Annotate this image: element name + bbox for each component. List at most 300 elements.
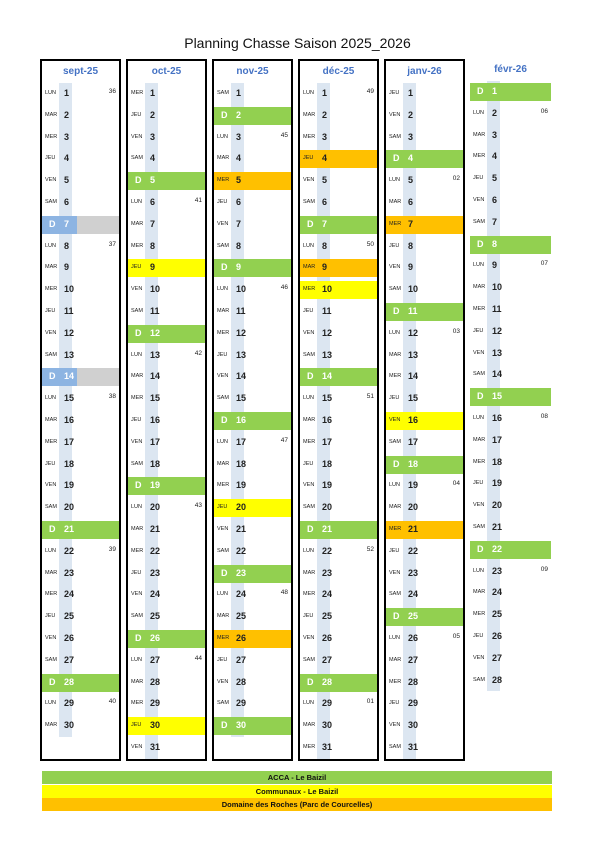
weekday-label: VEN bbox=[217, 526, 229, 532]
week-number: 04 bbox=[452, 480, 460, 488]
day-row bbox=[470, 519, 551, 537]
day-number: 31 bbox=[408, 742, 419, 752]
day-row bbox=[300, 739, 377, 757]
day-number: 6 bbox=[408, 197, 414, 207]
day-row bbox=[300, 652, 377, 670]
weekday-label: LUN bbox=[303, 395, 315, 402]
day-number: 6 bbox=[236, 197, 242, 207]
weekday-label: MAR bbox=[473, 131, 486, 138]
weekday-label: SAM bbox=[473, 524, 485, 530]
weekday-label: SAM bbox=[303, 656, 315, 663]
weekday-label: MAR bbox=[389, 351, 402, 358]
weekday-label: VEN bbox=[473, 502, 485, 509]
weekday-label: VEN bbox=[45, 482, 57, 489]
day-number: 26 bbox=[236, 633, 247, 643]
legend-item: Domaine des Roches (Parc de Courcelles) bbox=[42, 798, 552, 811]
day-number: 3 bbox=[236, 131, 242, 142]
day-number: 9 bbox=[492, 260, 498, 271]
weekday-label: JEU bbox=[303, 155, 314, 162]
week-number: 07 bbox=[540, 260, 548, 268]
day-row bbox=[42, 303, 119, 321]
weekday-label: SAM bbox=[131, 155, 143, 162]
weekday-label: MAR bbox=[131, 526, 144, 532]
weekday-label: D bbox=[221, 262, 228, 273]
day-row bbox=[386, 107, 463, 125]
day-number: 12 bbox=[408, 327, 419, 338]
day-row bbox=[386, 521, 463, 539]
week-number: 46 bbox=[280, 284, 288, 292]
day-number: 29 bbox=[408, 698, 419, 709]
weekday-label: LUN bbox=[217, 286, 229, 293]
day-row bbox=[300, 543, 377, 561]
day-number: 8 bbox=[150, 240, 156, 251]
weekday-label: SAM bbox=[131, 613, 143, 620]
day-row bbox=[42, 565, 119, 583]
weekday-label: MER bbox=[389, 678, 402, 685]
day-row bbox=[214, 477, 291, 495]
day-number: 4 bbox=[150, 153, 156, 164]
day-row bbox=[470, 127, 551, 145]
day-row bbox=[128, 150, 205, 168]
day-number: 2 bbox=[64, 109, 70, 120]
day-number: 10 bbox=[150, 284, 161, 295]
weekday-label: D bbox=[307, 218, 314, 229]
week-number: 48 bbox=[280, 589, 288, 597]
weekday-label: LUN bbox=[473, 109, 485, 116]
day-number: 9 bbox=[150, 262, 156, 273]
day-number: 18 bbox=[150, 458, 161, 469]
weekday-label: JEU bbox=[473, 175, 484, 182]
day-number: 30 bbox=[64, 720, 75, 731]
day-row bbox=[386, 172, 463, 190]
weekday-label: SAM bbox=[217, 700, 229, 707]
weekday-label: VEN bbox=[45, 635, 57, 641]
day-row bbox=[42, 85, 119, 103]
weekday-label: D bbox=[135, 633, 142, 643]
legend-item: ACCA - Le Baizil bbox=[42, 771, 552, 784]
day-row bbox=[42, 543, 119, 561]
week-number: 03 bbox=[452, 327, 460, 335]
day-row bbox=[42, 521, 119, 539]
day-row bbox=[42, 194, 119, 212]
day-row bbox=[128, 303, 205, 321]
day-number: 27 bbox=[492, 652, 503, 663]
day-row bbox=[470, 83, 551, 101]
weekday-label: SAM bbox=[217, 90, 229, 96]
weekday-label: VEN bbox=[303, 635, 315, 641]
weekday-label: MER bbox=[45, 438, 58, 445]
day-number: 8 bbox=[492, 238, 498, 249]
weekday-label: JEU bbox=[303, 613, 314, 620]
day-number: 19 bbox=[408, 480, 419, 491]
weekday-label: D bbox=[135, 175, 142, 186]
day-number: 19 bbox=[150, 480, 161, 491]
day-row bbox=[214, 129, 291, 147]
day-row bbox=[214, 674, 291, 692]
day-row bbox=[214, 434, 291, 452]
day-number: 29 bbox=[150, 698, 161, 709]
day-number: 4 bbox=[236, 153, 242, 164]
weekday-label: MER bbox=[131, 700, 144, 707]
day-row bbox=[128, 565, 205, 583]
day-number: 22 bbox=[64, 545, 75, 556]
day-number: 16 bbox=[408, 415, 419, 425]
month-column bbox=[298, 59, 379, 761]
day-number: 2 bbox=[236, 109, 242, 120]
weekday-label: LUN bbox=[303, 242, 315, 249]
day-row bbox=[470, 257, 551, 275]
day-number: 13 bbox=[64, 349, 75, 360]
weekday-label: D bbox=[221, 415, 228, 425]
weekday-label: LUN bbox=[473, 415, 485, 421]
day-number: 31 bbox=[322, 742, 333, 752]
day-number: 9 bbox=[322, 262, 328, 273]
day-row bbox=[128, 695, 205, 713]
day-number: 28 bbox=[236, 676, 247, 687]
day-row bbox=[300, 630, 377, 648]
day-number: 29 bbox=[322, 698, 333, 709]
day-row bbox=[300, 107, 377, 125]
day-row bbox=[42, 608, 119, 626]
day-number: 30 bbox=[150, 720, 161, 731]
weekday-label: VEN bbox=[131, 591, 143, 598]
day-row bbox=[214, 565, 291, 583]
legend-item: Communaux - Le Baizil bbox=[42, 785, 552, 798]
day-number: 3 bbox=[322, 131, 328, 142]
weekday-label: MER bbox=[303, 591, 316, 598]
day-row bbox=[470, 650, 551, 668]
weekday-label: LUN bbox=[131, 504, 143, 511]
week-number: 06 bbox=[540, 107, 548, 115]
day-row bbox=[470, 541, 551, 559]
day-number: 7 bbox=[408, 218, 414, 229]
day-number: 21 bbox=[150, 524, 161, 534]
day-row bbox=[386, 238, 463, 256]
day-row bbox=[386, 281, 463, 299]
weekday-label: VEN bbox=[389, 264, 401, 271]
month-header: sept-25 bbox=[62, 66, 98, 77]
day-number: 15 bbox=[492, 391, 503, 402]
day-number: 16 bbox=[150, 415, 161, 425]
day-number: 20 bbox=[236, 502, 247, 513]
weekday-label: SAM bbox=[217, 395, 229, 402]
day-number: 25 bbox=[64, 611, 75, 622]
day-number: 23 bbox=[64, 567, 75, 578]
weekday-label: MER bbox=[303, 286, 316, 293]
day-number: 25 bbox=[492, 609, 503, 620]
weekday-label: MAR bbox=[303, 569, 316, 576]
weekday-label: LUN bbox=[45, 242, 57, 249]
weekday-label: D bbox=[307, 371, 314, 382]
day-row bbox=[300, 499, 377, 517]
weekday-label: LUN bbox=[217, 591, 229, 598]
weekday-label: JEU bbox=[131, 111, 142, 118]
day-number: 16 bbox=[322, 415, 333, 425]
weekday-label: MER bbox=[217, 329, 230, 336]
day-number: 6 bbox=[492, 195, 498, 205]
day-number: 15 bbox=[322, 393, 333, 404]
week-number: 41 bbox=[194, 197, 202, 204]
day-row bbox=[42, 434, 119, 452]
day-number: 9 bbox=[236, 262, 242, 273]
weekday-label: SAM bbox=[131, 308, 143, 314]
day-number: 5 bbox=[64, 175, 70, 186]
week-number: 44 bbox=[194, 654, 202, 662]
weekday-label: MER bbox=[45, 286, 58, 293]
day-row bbox=[470, 214, 551, 232]
weekday-label: MER bbox=[131, 395, 144, 402]
day-row bbox=[128, 717, 205, 735]
weekday-label: SAM bbox=[217, 547, 229, 554]
day-row bbox=[470, 236, 551, 254]
weekday-label: SAM bbox=[389, 591, 401, 598]
weekday-label: MAR bbox=[473, 284, 486, 291]
day-number: 10 bbox=[322, 284, 333, 295]
day-row bbox=[386, 674, 463, 692]
day-number: 30 bbox=[322, 720, 333, 731]
day-number: 17 bbox=[322, 436, 333, 447]
day-number: 11 bbox=[236, 306, 246, 316]
day-number: 16 bbox=[492, 413, 503, 423]
day-number: 13 bbox=[322, 349, 333, 360]
day-number: 19 bbox=[322, 480, 333, 491]
day-row bbox=[128, 216, 205, 234]
day-row bbox=[214, 695, 291, 713]
weekday-label: SAM bbox=[473, 676, 485, 683]
weekday-label: VEN bbox=[45, 329, 57, 336]
day-number: 2 bbox=[322, 109, 328, 120]
day-number: 4 bbox=[64, 153, 70, 164]
week-number: 36 bbox=[108, 88, 116, 95]
weekday-label: MER bbox=[217, 177, 230, 184]
weekday-label: JEU bbox=[131, 417, 142, 423]
weekday-label: VEN bbox=[45, 177, 57, 184]
weekday-label: MER bbox=[45, 133, 58, 140]
weekday-label: D bbox=[477, 543, 484, 554]
day-row bbox=[214, 216, 291, 234]
day-number: 20 bbox=[322, 502, 333, 513]
weekday-label: VEN bbox=[473, 654, 485, 661]
day-number: 23 bbox=[236, 567, 247, 578]
day-number: 12 bbox=[64, 327, 75, 338]
weekday-label: VEN bbox=[303, 329, 315, 336]
day-number: 27 bbox=[64, 654, 75, 665]
day-number: 11 bbox=[492, 304, 502, 314]
day-number: 17 bbox=[150, 436, 161, 447]
day-row bbox=[386, 412, 463, 430]
weekday-label: D bbox=[393, 611, 400, 622]
day-number: 27 bbox=[150, 654, 161, 665]
weekday-label: JEU bbox=[473, 327, 484, 334]
day-row bbox=[300, 477, 377, 495]
day-number: 23 bbox=[322, 567, 333, 578]
day-number: 28 bbox=[150, 676, 161, 687]
day-row bbox=[128, 739, 205, 757]
day-number: 13 bbox=[408, 349, 419, 360]
day-number: 21 bbox=[236, 524, 247, 534]
weekday-label: JEU bbox=[217, 351, 228, 358]
day-number: 3 bbox=[150, 131, 156, 142]
day-row bbox=[42, 456, 119, 474]
weekday-label: JEU bbox=[131, 264, 142, 271]
day-row bbox=[214, 543, 291, 561]
day-number: 1 bbox=[150, 88, 156, 98]
day-number: 19 bbox=[64, 480, 75, 491]
day-row bbox=[42, 347, 119, 365]
day-number: 23 bbox=[492, 565, 503, 576]
day-row bbox=[470, 432, 551, 450]
weekday-label: MAR bbox=[45, 111, 58, 118]
day-row bbox=[470, 584, 551, 602]
day-row bbox=[214, 630, 291, 648]
day-number: 14 bbox=[236, 371, 247, 382]
day-row bbox=[300, 565, 377, 583]
weekday-label: JEU bbox=[45, 460, 56, 467]
week-number: 47 bbox=[280, 436, 288, 444]
holiday-extension bbox=[77, 368, 119, 386]
week-number: 08 bbox=[540, 413, 548, 420]
weekday-label: MER bbox=[131, 547, 144, 554]
holiday-extension bbox=[77, 216, 119, 234]
day-number: 15 bbox=[408, 393, 419, 404]
week-number: 38 bbox=[108, 393, 116, 401]
week-number: 39 bbox=[108, 545, 116, 553]
day-row bbox=[214, 368, 291, 386]
day-row bbox=[128, 477, 205, 495]
day-row bbox=[386, 434, 463, 452]
day-number: 25 bbox=[322, 611, 333, 622]
weekday-label: VEN bbox=[473, 349, 485, 356]
day-row bbox=[128, 543, 205, 561]
weekday-label: LUN bbox=[389, 329, 401, 336]
weekday-label: SAM bbox=[131, 460, 143, 467]
day-number: 21 bbox=[492, 522, 503, 532]
day-row bbox=[386, 216, 463, 234]
weekday-label: MER bbox=[389, 373, 402, 380]
weekday-label: MER bbox=[131, 242, 144, 249]
weekday-label: MAR bbox=[217, 155, 230, 162]
day-number: 15 bbox=[64, 393, 75, 404]
day-number: 13 bbox=[150, 349, 161, 360]
day-row bbox=[214, 608, 291, 626]
weekday-label: SAM bbox=[45, 351, 57, 358]
month-column bbox=[384, 59, 465, 761]
day-row bbox=[386, 652, 463, 670]
day-row bbox=[470, 454, 551, 472]
weekday-label: D bbox=[49, 676, 56, 687]
day-number: 6 bbox=[322, 197, 328, 207]
weekday-label: MAR bbox=[131, 678, 144, 685]
day-row bbox=[214, 586, 291, 604]
day-row bbox=[42, 238, 119, 256]
weekday-label: MAR bbox=[303, 264, 316, 271]
day-number: 14 bbox=[322, 371, 333, 382]
day-highlight bbox=[42, 216, 77, 234]
day-number: 14 bbox=[492, 369, 503, 380]
day-row bbox=[470, 279, 551, 297]
day-number: 23 bbox=[408, 567, 419, 578]
day-row bbox=[386, 390, 463, 408]
weekday-label: VEN bbox=[217, 678, 229, 685]
day-number: 12 bbox=[236, 327, 247, 338]
day-row bbox=[214, 281, 291, 299]
day-row bbox=[386, 608, 463, 626]
day-number: 7 bbox=[64, 218, 70, 229]
weekday-label: MER bbox=[389, 526, 402, 532]
day-row bbox=[386, 325, 463, 343]
day-row bbox=[214, 499, 291, 517]
weekday-label: VEN bbox=[131, 744, 143, 750]
weekday-label: D bbox=[49, 218, 56, 229]
weekday-label: SAM bbox=[45, 504, 57, 511]
day-row bbox=[386, 456, 463, 474]
day-row bbox=[386, 630, 463, 648]
week-number: 05 bbox=[452, 633, 460, 640]
weekday-label: D bbox=[135, 480, 142, 491]
day-row bbox=[386, 499, 463, 517]
day-row bbox=[128, 630, 205, 648]
weekday-label: VEN bbox=[389, 569, 401, 576]
day-row bbox=[214, 347, 291, 365]
weekday-label: D bbox=[49, 371, 56, 382]
month-header: nov-25 bbox=[236, 66, 269, 77]
day-row bbox=[470, 105, 551, 123]
weekday-label: MAR bbox=[389, 199, 402, 205]
day-number: 10 bbox=[408, 284, 419, 295]
day-row bbox=[42, 695, 119, 713]
day-number: 7 bbox=[236, 218, 242, 229]
day-number: 27 bbox=[236, 654, 247, 665]
week-number: 50 bbox=[366, 240, 374, 248]
weekday-label: D bbox=[49, 524, 56, 534]
day-number: 21 bbox=[64, 524, 75, 534]
weekday-label: MAR bbox=[45, 569, 58, 576]
day-row bbox=[128, 347, 205, 365]
day-row bbox=[300, 456, 377, 474]
weekday-label: D bbox=[477, 238, 484, 249]
day-number: 27 bbox=[408, 654, 419, 665]
day-number: 7 bbox=[492, 216, 498, 227]
day-row bbox=[300, 695, 377, 713]
weekday-label: D bbox=[393, 306, 400, 316]
weekday-label: MAR bbox=[303, 417, 316, 423]
weekday-label: VEN bbox=[389, 111, 401, 118]
day-number: 24 bbox=[492, 587, 503, 598]
day-number: 1 bbox=[492, 86, 498, 96]
week-number: 09 bbox=[540, 565, 548, 573]
weekday-label: LUN bbox=[45, 90, 57, 96]
day-row bbox=[300, 325, 377, 343]
day-number: 24 bbox=[150, 589, 161, 600]
weekday-label: JEU bbox=[303, 460, 314, 467]
day-number: 10 bbox=[236, 284, 247, 295]
weekday-label: D bbox=[135, 327, 142, 338]
day-row bbox=[386, 368, 463, 386]
day-row bbox=[386, 347, 463, 365]
day-number: 1 bbox=[322, 88, 328, 98]
weekday-label: MAR bbox=[217, 613, 230, 620]
day-number: 21 bbox=[322, 524, 333, 534]
day-row bbox=[470, 388, 551, 406]
day-number: 3 bbox=[492, 129, 498, 140]
day-row bbox=[128, 238, 205, 256]
day-number: 14 bbox=[150, 371, 161, 382]
day-row bbox=[300, 238, 377, 256]
weekday-label: JEU bbox=[217, 504, 228, 511]
weekday-label: LUN bbox=[131, 199, 143, 205]
day-row bbox=[42, 630, 119, 648]
day-row bbox=[214, 390, 291, 408]
